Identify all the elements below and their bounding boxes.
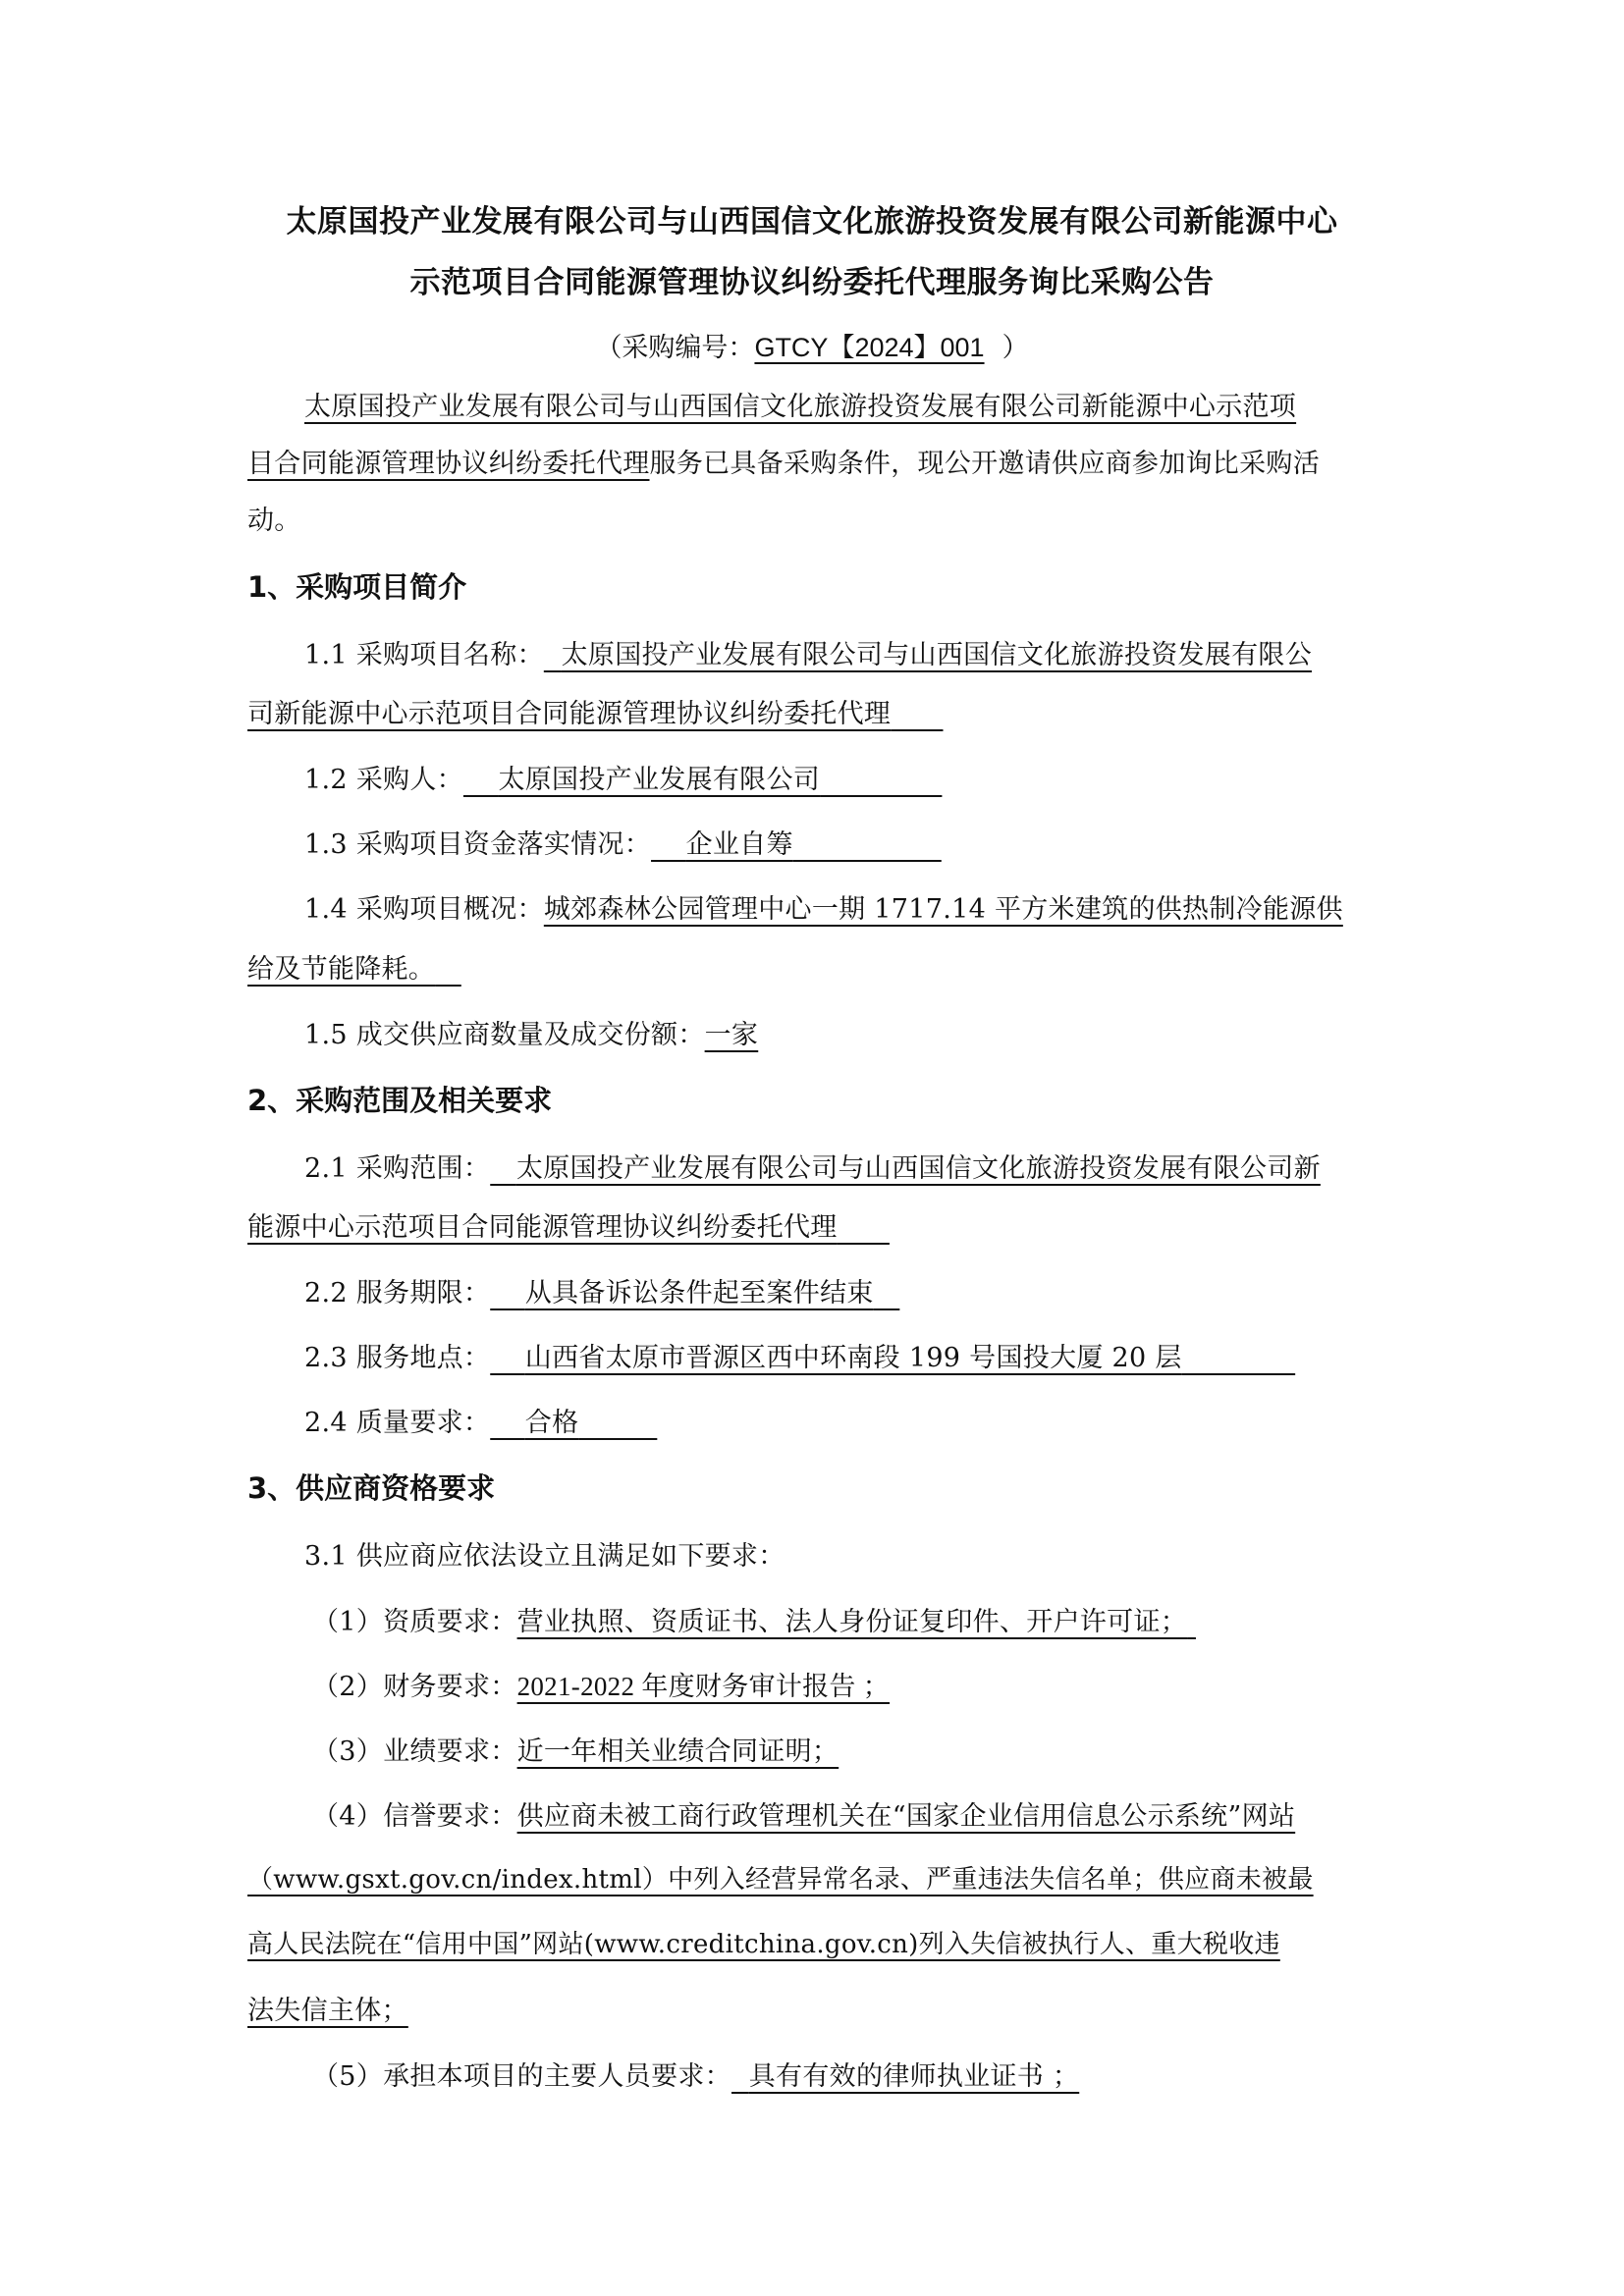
item-2-1-cont [247,1205,890,1244]
procurement-code [147,326,1477,364]
item-2-1-value-l1: 太原国投产业发展有限公司与山西国信文化旅游投资发展有限公司新 [515,1153,1321,1184]
item-1-5-value: 一家 [704,1020,759,1050]
section-1-heading: 1、采购项目简介 [247,570,467,604]
req-4-value-l2: （www.gsxt.gov.cn/index.html）中列入经营异常名录、严重违法失信名单；供应商未被最 [247,1865,1314,1895]
req-1 [312,1600,1196,1638]
item-2-3-value: 山西省太原市晋源区西中环南段 199 号国投大厦 20 层 [524,1343,1182,1373]
item-1-5 [304,1013,758,1051]
item-1-2 [304,758,942,796]
req-1-value: 营业执照、资质证书、法人身份证复印件、开户许可证； [516,1607,1188,1637]
req-4-value-l4: 法失信主体； [247,1996,408,2026]
item-1-4-value-l1: 城郊森林公园管理中心一期 1717.14 平方米建筑的供热制冷能源供 [543,894,1343,925]
procurement-code-prefix: （采购编号： [595,333,755,363]
req-4-value-l3: 高人民法院在“信用中国”网站(www.creditchina.gov.cn)列入失信被执行人、重大税收违 [247,1930,1280,1959]
item-1-4 [304,887,1343,926]
req-4-cont-2 [247,1924,1280,1960]
req-2-value: 2021-2022 年度财务审计报告 ； [516,1672,891,1701]
item-2-2-value: 从具备诉讼条件起至案件结束 [524,1278,874,1308]
item-2-4 [304,1401,657,1439]
req-4-cont-3 [247,1989,408,2027]
item-1-4-cont [247,947,461,986]
req-4-value-l1: 供应商未被工商行政管理机关在“国家企业信用信息公示系统”网站 [516,1801,1296,1832]
item-2-2-label: 2.2 服务期限： [304,1278,491,1308]
intro-text: 服务已具备采购条件，现公开邀请供应商参加询比采购活 [649,449,1320,479]
item-2-3 [304,1336,1295,1374]
item-3-1: 3.1 供应商应依法设立且满足如下要求： [304,1541,785,1572]
req-1-label: （1）资质要求： [312,1607,517,1637]
intro-project-name-part1: 太原国投产业发展有限公司与山西国信文化旅游投资发展有限公司新能源中心示范项 [304,392,1297,422]
req-4-label: （4）信誉要求： [312,1801,517,1832]
item-2-4-value: 合格 [524,1408,579,1438]
req-2-label: （2）财务要求： [312,1672,517,1702]
procurement-code-value: GTCY【2024】001 [754,333,985,362]
req-3-label: （3）业绩要求： [312,1736,517,1767]
req-4 [312,1794,1295,1833]
req-3-value: 近一年相关业绩合同证明； [516,1736,839,1767]
item-1-3 [304,823,942,861]
document-title-line-2: 示范项目合同能源管理协议纠纷委托代理服务询比采购公告 [409,265,1215,300]
item-1-3-value: 企业自筹 [685,829,793,860]
item-1-4-value-l2: 给及节能降耗。 [247,954,436,985]
item-1-1 [304,633,1312,671]
req-5-value: 具有有效的律师执业证书 ； [748,2061,1080,2092]
procurement-code-suffix: ） [1001,333,1029,363]
item-2-1-value-l2: 能源中心示范项目合同能源管理协议纠纷委托代理 [247,1212,838,1243]
item-2-1-label: 2.1 采购范围： [304,1153,491,1184]
item-1-4-label: 1.4 采购项目概况： [304,894,544,925]
item-2-1 [304,1147,1321,1185]
intro-line-2 [247,442,1320,480]
req-5 [312,2055,1079,2093]
item-1-2-label: 1.2 采购人： [304,765,463,795]
section-2-heading: 2、采购范围及相关要求 [247,1084,553,1117]
item-2-4-label: 2.4 质量要求： [304,1408,491,1438]
req-2 [312,1665,890,1703]
item-1-5-label: 1.5 成交供应商数量及成交份额： [304,1020,705,1050]
item-2-3-label: 2.3 服务地点： [304,1343,491,1373]
intro-project-name-part2: 目合同能源管理协议纠纷委托代理 [247,449,650,479]
section-3-heading: 3、供应商资格要求 [247,1471,496,1505]
document-title-line-1: 太原国投产业发展有限公司与山西国信文化旅游投资发展有限公司新能源中心 [286,204,1338,240]
item-1-1-cont [247,692,944,730]
item-1-2-value: 太原国投产业发展有限公司 [498,765,821,795]
intro-line-1 [304,385,1296,423]
req-3 [312,1730,839,1768]
item-1-1-value-l1: 太原国投产业发展有限公司与山西国信文化旅游投资发展有限公 [561,640,1312,670]
intro-line-3: 动。 [247,506,301,536]
item-1-1-label: 1.1 采购项目名称： [304,640,544,670]
item-2-2 [304,1271,899,1309]
item-1-1-value-l2: 司新能源中心示范项目合同能源管理协议纠纷委托代理 [247,699,892,729]
item-1-3-label: 1.3 采购项目资金落实情况： [304,829,652,860]
req-5-label: （5）承担本项目的主要人员要求： [312,2061,731,2092]
req-4-cont-1 [247,1859,1314,1896]
